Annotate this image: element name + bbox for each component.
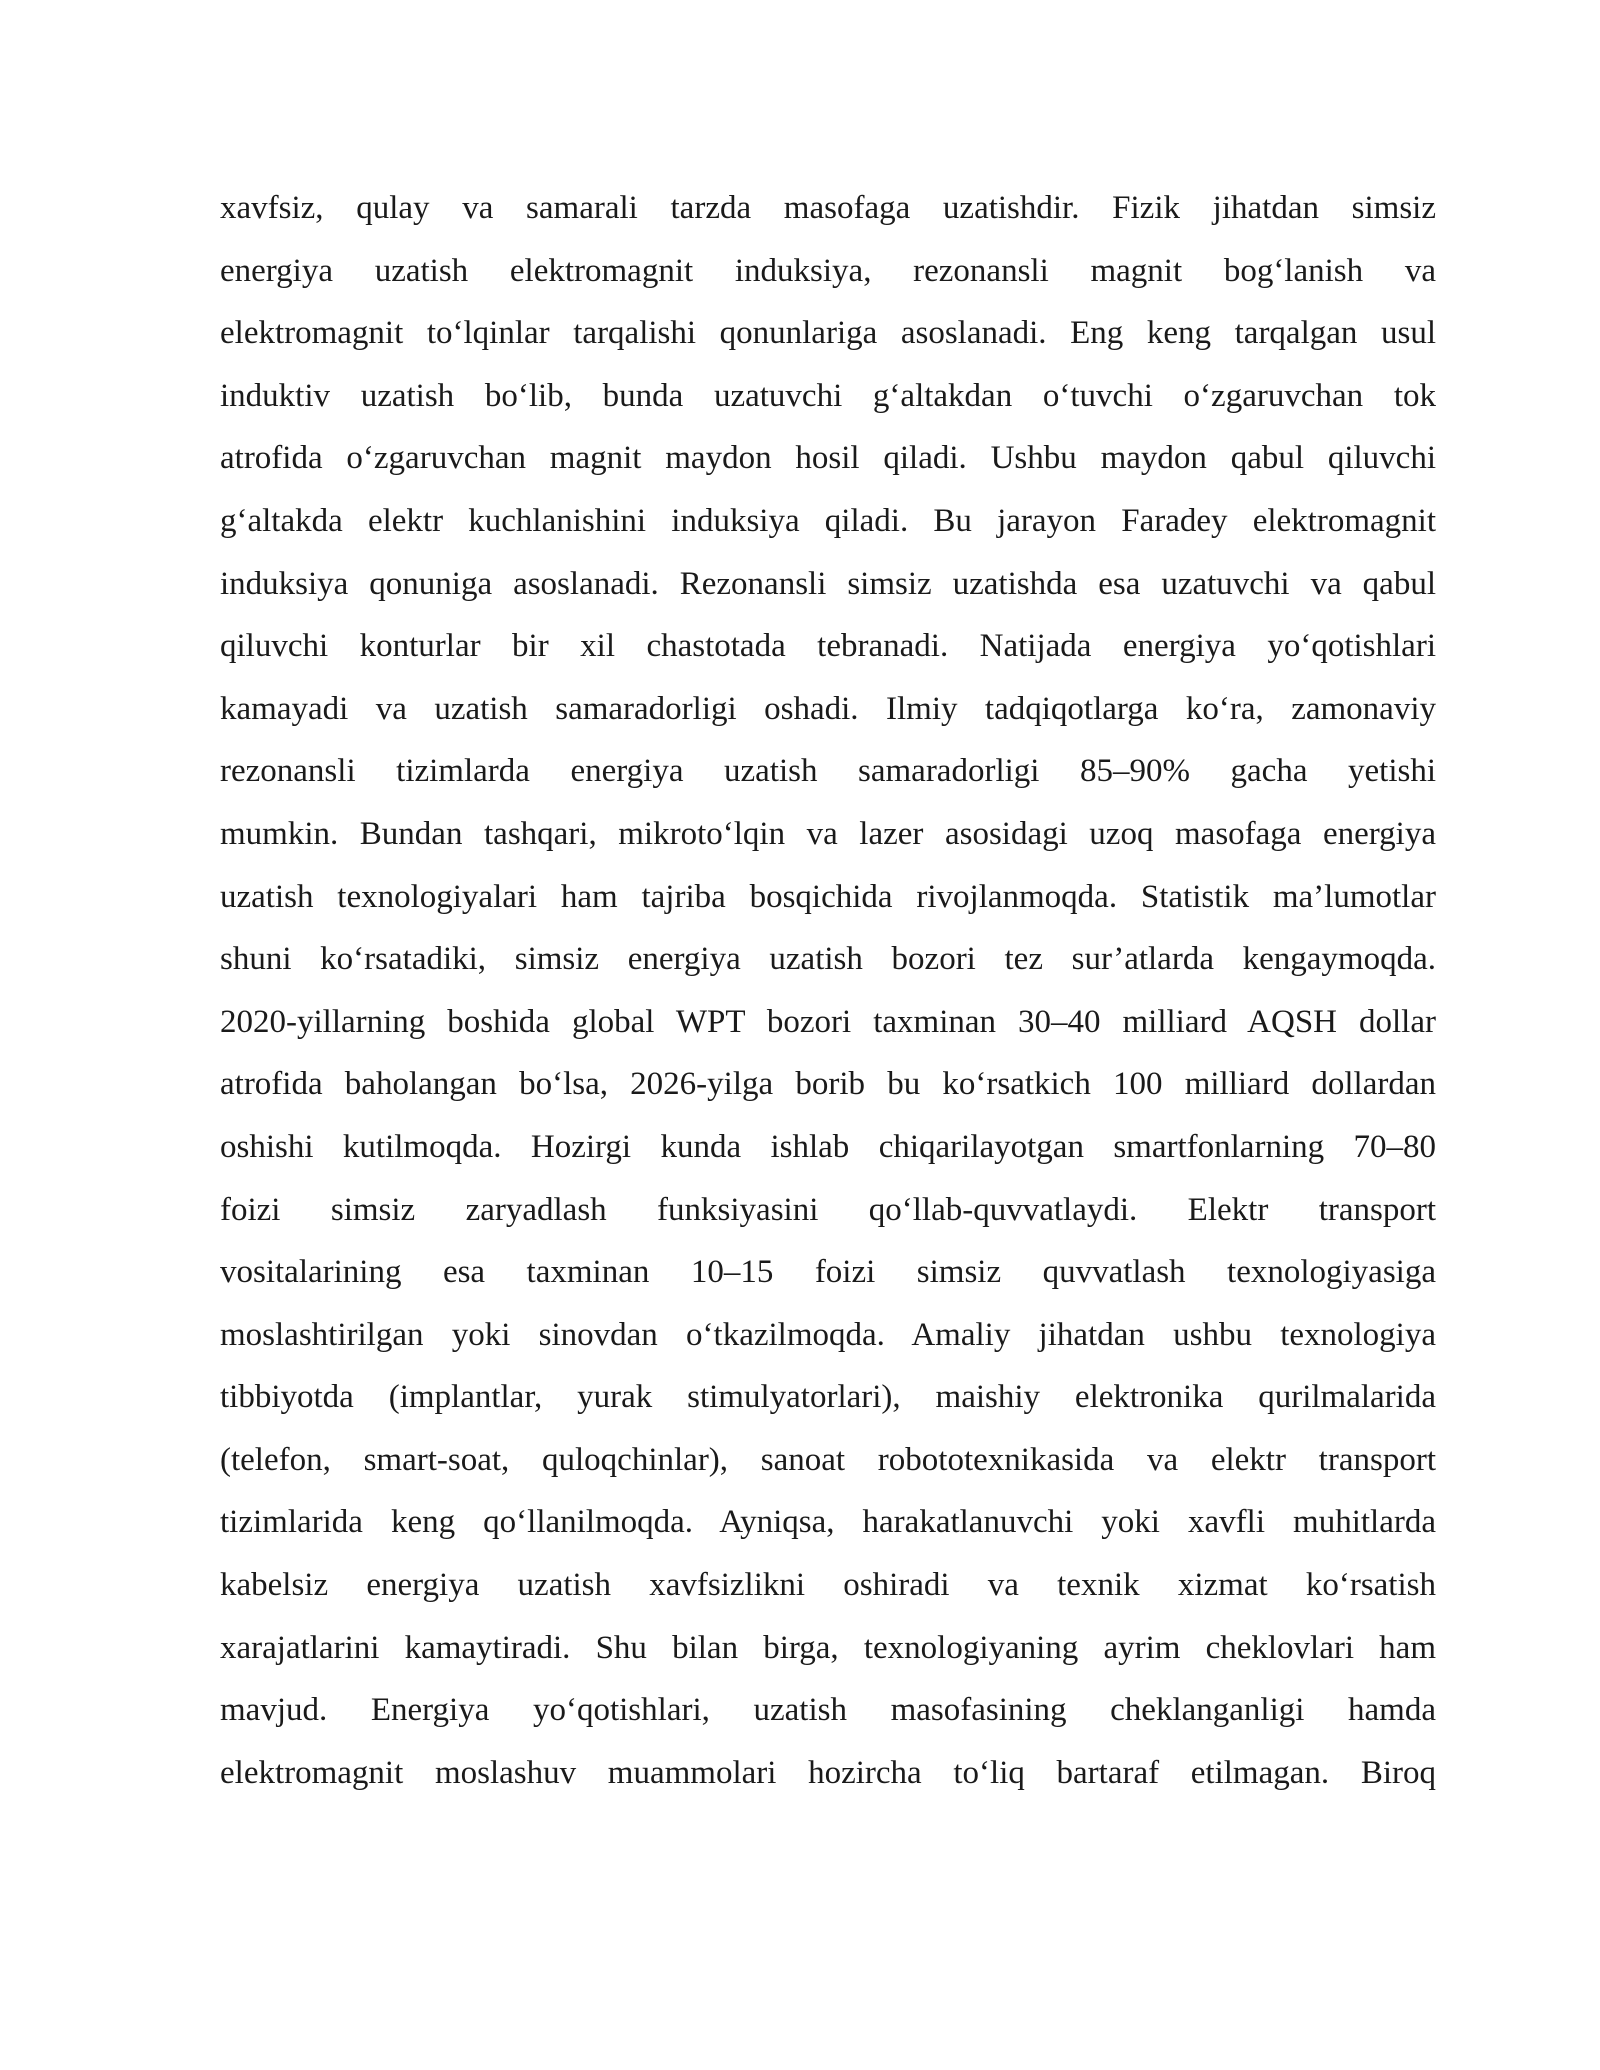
text-line: tibbiyotda (implantlar, yurak stimulyatorlari), maishiy elektronika qurilmalarida	[220, 1379, 1436, 1416]
text-line: kabelsiz energiya uzatish xavfsizlikni oshiradi va texnik xizmat ko‘rsatish	[220, 1567, 1436, 1604]
text-line: elektromagnit to‘lqinlar tarqalishi qonunlariga asoslanadi. Eng keng tarqalgan usul	[220, 315, 1436, 352]
text-line: atrofida baholangan bo‘lsa, 2026-yilga borib bu ko‘rsatkich 100 milliard dollardan	[220, 1066, 1436, 1103]
text-line: induksiya qonuniga asoslanadi. Rezonansli simsiz uzatishda esa uzatuvchi va qabul	[220, 565, 1436, 602]
text-line: mumkin. Bundan tashqari, mikroto‘lqin va lazer asosidagi uzoq masofaga energiya	[220, 815, 1436, 852]
text-line: vositalarining esa taxminan 10–15 foizi simsiz quvvatlash texnologiyasiga	[220, 1254, 1436, 1291]
text-line: rezonansli tizimlarda energiya uzatish samaradorligi 85–90% gacha yetishi	[220, 753, 1436, 790]
text-line: xarajatlarini kamaytiradi. Shu bilan birga, texnologiyaning ayrim cheklovlari ham	[220, 1629, 1436, 1666]
body-text	[220, 177, 1436, 1804]
text-line: induktiv uzatish bo‘lib, bunda uzatuvchi g‘altakdan o‘tuvchi o‘zgaruvchan tok	[220, 377, 1436, 414]
text-line: (telefon, smart-soat, quloqchinlar), sanoat robototexnikasida va elektr transport	[220, 1441, 1436, 1478]
text-line: moslashtirilgan yoki sinovdan o‘tkazilmoqda. Amaliy jihatdan ushbu texnologiya	[220, 1316, 1436, 1353]
text-line: energiya uzatish elektromagnit induksiya, rezonansli magnit bog‘lanish va	[220, 252, 1436, 289]
text-line: foizi simsiz zaryadlash funksiyasini qo‘llab-quvvatlaydi. Elektr transport	[220, 1191, 1436, 1228]
text-line: kamayadi va uzatish samaradorligi oshadi. Ilmiy tadqiqotlarga ko‘ra, zamonaviy	[220, 690, 1436, 727]
text-line: tizimlarida keng qo‘llanilmoqda. Ayniqsa, harakatlanuvchi yoki xavfli muhitlarda	[220, 1504, 1436, 1541]
text-line: atrofida o‘zgaruvchan magnit maydon hosil qiladi. Ushbu maydon qabul qiluvchi	[220, 440, 1436, 477]
text-line: qiluvchi konturlar bir xil chastotada tebranadi. Natijada energiya yo‘qotishlari	[220, 628, 1436, 665]
text-line: shuni ko‘rsatadiki, simsiz energiya uzatish bozori tez sur’atlarda kengaymoqda.	[220, 941, 1436, 978]
text-line: xavfsiz, qulay va samarali tarzda masofaga uzatishdir. Fizik jihatdan simsiz	[220, 190, 1436, 226]
text-line: oshishi kutilmoqda. Hozirgi kunda ishlab chiqarilayotgan smartfonlarning 70–80	[220, 1128, 1436, 1165]
text-line: uzatish texnologiyalari ham tajriba bosqichida rivojlanmoqda. Statistik ma’lumotlar	[220, 878, 1436, 915]
text-line: mavjud. Energiya yo‘qotishlari, uzatish masofasining cheklanganligi hamda	[220, 1692, 1436, 1729]
text-line: 2020-yillarning boshida global WPT bozori taxminan 30–40 milliard AQSH dollar	[220, 1003, 1436, 1040]
text-line: g‘altakda elektr kuchlanishini induksiya qiladi. Bu jarayon Faradey elektromagnit	[220, 502, 1436, 539]
text-line: elektromagnit moslashuv muammolari hozircha to‘liq bartaraf etilmagan. Biroq	[220, 1754, 1436, 1791]
